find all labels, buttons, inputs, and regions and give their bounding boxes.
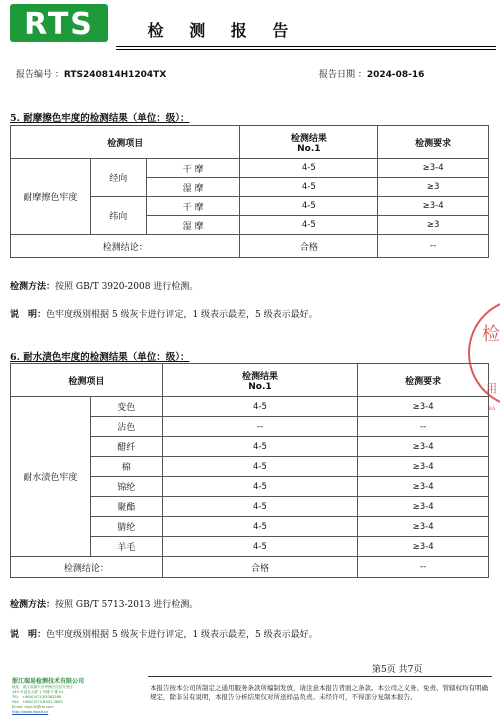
fiber-name: 变色: [90, 397, 162, 417]
company-name: 浙江瑞易检测技术有限公司: [12, 678, 85, 685]
report-no-value: RTS240814H1204TX: [63, 70, 167, 80]
page-number: 第5页 共7页: [372, 665, 423, 675]
result-cell: 4-5: [162, 517, 358, 537]
fiber-name: 腈纶: [90, 517, 162, 537]
report-date-label: 报告日期 ：: [319, 70, 367, 80]
company-fax: FAX：+86(0)573-8301-3683: [12, 700, 63, 704]
section6-note: [10, 627, 318, 640]
title-underline: [116, 46, 496, 47]
requirement-cell: ≥3-4: [378, 197, 489, 216]
head-item: 检测项目: [11, 364, 163, 397]
head-result-label: 检测结果: [241, 371, 278, 382]
report-number: [16, 67, 166, 80]
result-cell: 4-5: [240, 197, 378, 216]
fiber-name: 羊毛: [90, 537, 162, 557]
section6-title: 6. 耐水渍色牢度的检测结果（单位：级）：: [10, 352, 190, 363]
table-row: [11, 397, 489, 417]
method-label: 检测方法：: [10, 600, 56, 610]
requirement-cell: ≥3-4: [358, 497, 489, 517]
report-date: [319, 67, 424, 80]
rts-logo: [10, 4, 108, 42]
seal-text: RA: [488, 406, 496, 412]
seal-char: 用: [486, 382, 497, 395]
result-cell: 4-5: [162, 437, 358, 457]
requirement-cell: ≥3-4: [358, 437, 489, 457]
requirement-cell: ≥3-4: [378, 159, 489, 178]
company-website-link[interactable]: http://www.rtslab.cn: [12, 710, 49, 714]
result-cell: 4-5: [240, 178, 378, 197]
section5-title: 5. 耐摩擦色牢度的检测结果（单位：级）：: [10, 113, 190, 124]
item-name: 耐摩擦色牢度: [11, 159, 91, 235]
direction: 经向: [90, 159, 146, 197]
result-cell: --: [162, 417, 358, 437]
conclusion-req: --: [358, 557, 489, 578]
table-header-row: [11, 364, 489, 397]
fiber-name: 锦纶: [90, 477, 162, 497]
direction: 纬向: [90, 197, 146, 235]
disclaimer-text: 本报告按本公司所制定之通用服务条款所编制发放，请注意本报告背面之条款。本公司之义务、免责、管辖权均有明确规定，除非另有说明，本报告分析结果仅对所送样品负责。未经许可，不得部分复制本报告。: [150, 684, 488, 701]
conclusion-value: 合格: [162, 557, 358, 578]
note-label: 说 明：: [10, 310, 47, 320]
condition: 干 摩: [146, 159, 240, 178]
result-cell: 4-5: [162, 537, 358, 557]
conclusion-label: 检测结论：: [11, 235, 240, 258]
method-text: 按照 GB/T 3920-2008 进行检测。: [55, 282, 199, 292]
result-cell: 4-5: [162, 477, 358, 497]
method-text: 按照 GB/T 5713-2013 进行检测。: [55, 600, 199, 610]
note-label: 说 明：: [10, 630, 47, 640]
logo-text: RTS: [24, 7, 94, 42]
head-req: 检测要求: [358, 364, 489, 397]
report-date-value: 2024-08-16: [366, 70, 425, 80]
company-address: 地址：浙江省嘉兴市秀洲区经济开发区: [12, 685, 74, 689]
water-spotting-fastness-table: [10, 363, 489, 578]
condition: 湿 摩: [146, 216, 240, 235]
result-cell: 4-5: [162, 497, 358, 517]
company-email: Email: rtsyi-lk@rts.com: [12, 705, 54, 709]
head-sample-no: No.1: [297, 143, 321, 154]
section5-note: [10, 307, 318, 320]
condition: 干 摩: [146, 197, 240, 216]
head-result-label: 检测结果: [290, 133, 327, 144]
result-cell: 4-5: [240, 159, 378, 178]
item-name: 耐水渍色牢度: [11, 397, 91, 557]
fiber-name: 醋纤: [90, 437, 162, 457]
requirement-cell: ≥3-4: [358, 397, 489, 417]
section5-method: [10, 279, 198, 292]
conclusion-value: 合格: [240, 235, 378, 258]
method-label: 检测方法：: [10, 282, 56, 292]
requirement-cell: ≥3-4: [358, 537, 489, 557]
company-info: [12, 676, 142, 715]
requirement-cell: ≥3-4: [358, 477, 489, 497]
conclusion-req: --: [378, 235, 489, 258]
fiber-name: 聚酯: [90, 497, 162, 517]
requirement-cell: --: [358, 417, 489, 437]
footer-divider: [148, 676, 492, 677]
page-title: 检 测 报 告: [147, 21, 299, 40]
title-underline-thin: [116, 49, 496, 50]
rubbing-fastness-table: [10, 125, 489, 258]
report-no-label: 报告编号 ：: [16, 70, 64, 80]
result-cell: 4-5: [162, 457, 358, 477]
head-item: 检测项目: [11, 126, 240, 159]
condition: 湿 摩: [146, 178, 240, 197]
head-sample-no: No.1: [248, 381, 272, 392]
note-text: 色牢度级别根据 5 级灰卡进行评定，1 级表示最差，5 级表示最好。: [46, 310, 318, 320]
requirement-cell: ≥3-4: [358, 517, 489, 537]
conclusion-label: 检测结论：: [11, 557, 163, 578]
head-result: [240, 126, 378, 159]
conclusion-row: [11, 557, 489, 578]
requirement-cell: ≥3: [378, 216, 489, 235]
note-text: 色牢度级别根据 5 级灰卡进行评定，1 级表示最差，5 级表示最好。: [46, 630, 318, 640]
company-phone: TEL：+86(0)573-83083288: [12, 695, 62, 699]
head-req: 检测要求: [378, 126, 489, 159]
result-cell: 4-5: [162, 397, 358, 417]
result-cell: 4-5: [240, 216, 378, 235]
section6-method: [10, 597, 198, 610]
table-row: [11, 159, 489, 178]
requirement-cell: ≥3: [378, 178, 489, 197]
seal-char: 检: [482, 324, 500, 345]
conclusion-row: [11, 235, 489, 258]
fiber-name: 棉: [90, 457, 162, 477]
requirement-cell: ≥3-4: [358, 457, 489, 477]
fiber-name: 沾色: [90, 417, 162, 437]
head-result: [162, 364, 358, 397]
company-address: 140 号创业大厦 1 号楼 5 楼 01: [12, 690, 64, 694]
table-header-row: [11, 126, 489, 159]
